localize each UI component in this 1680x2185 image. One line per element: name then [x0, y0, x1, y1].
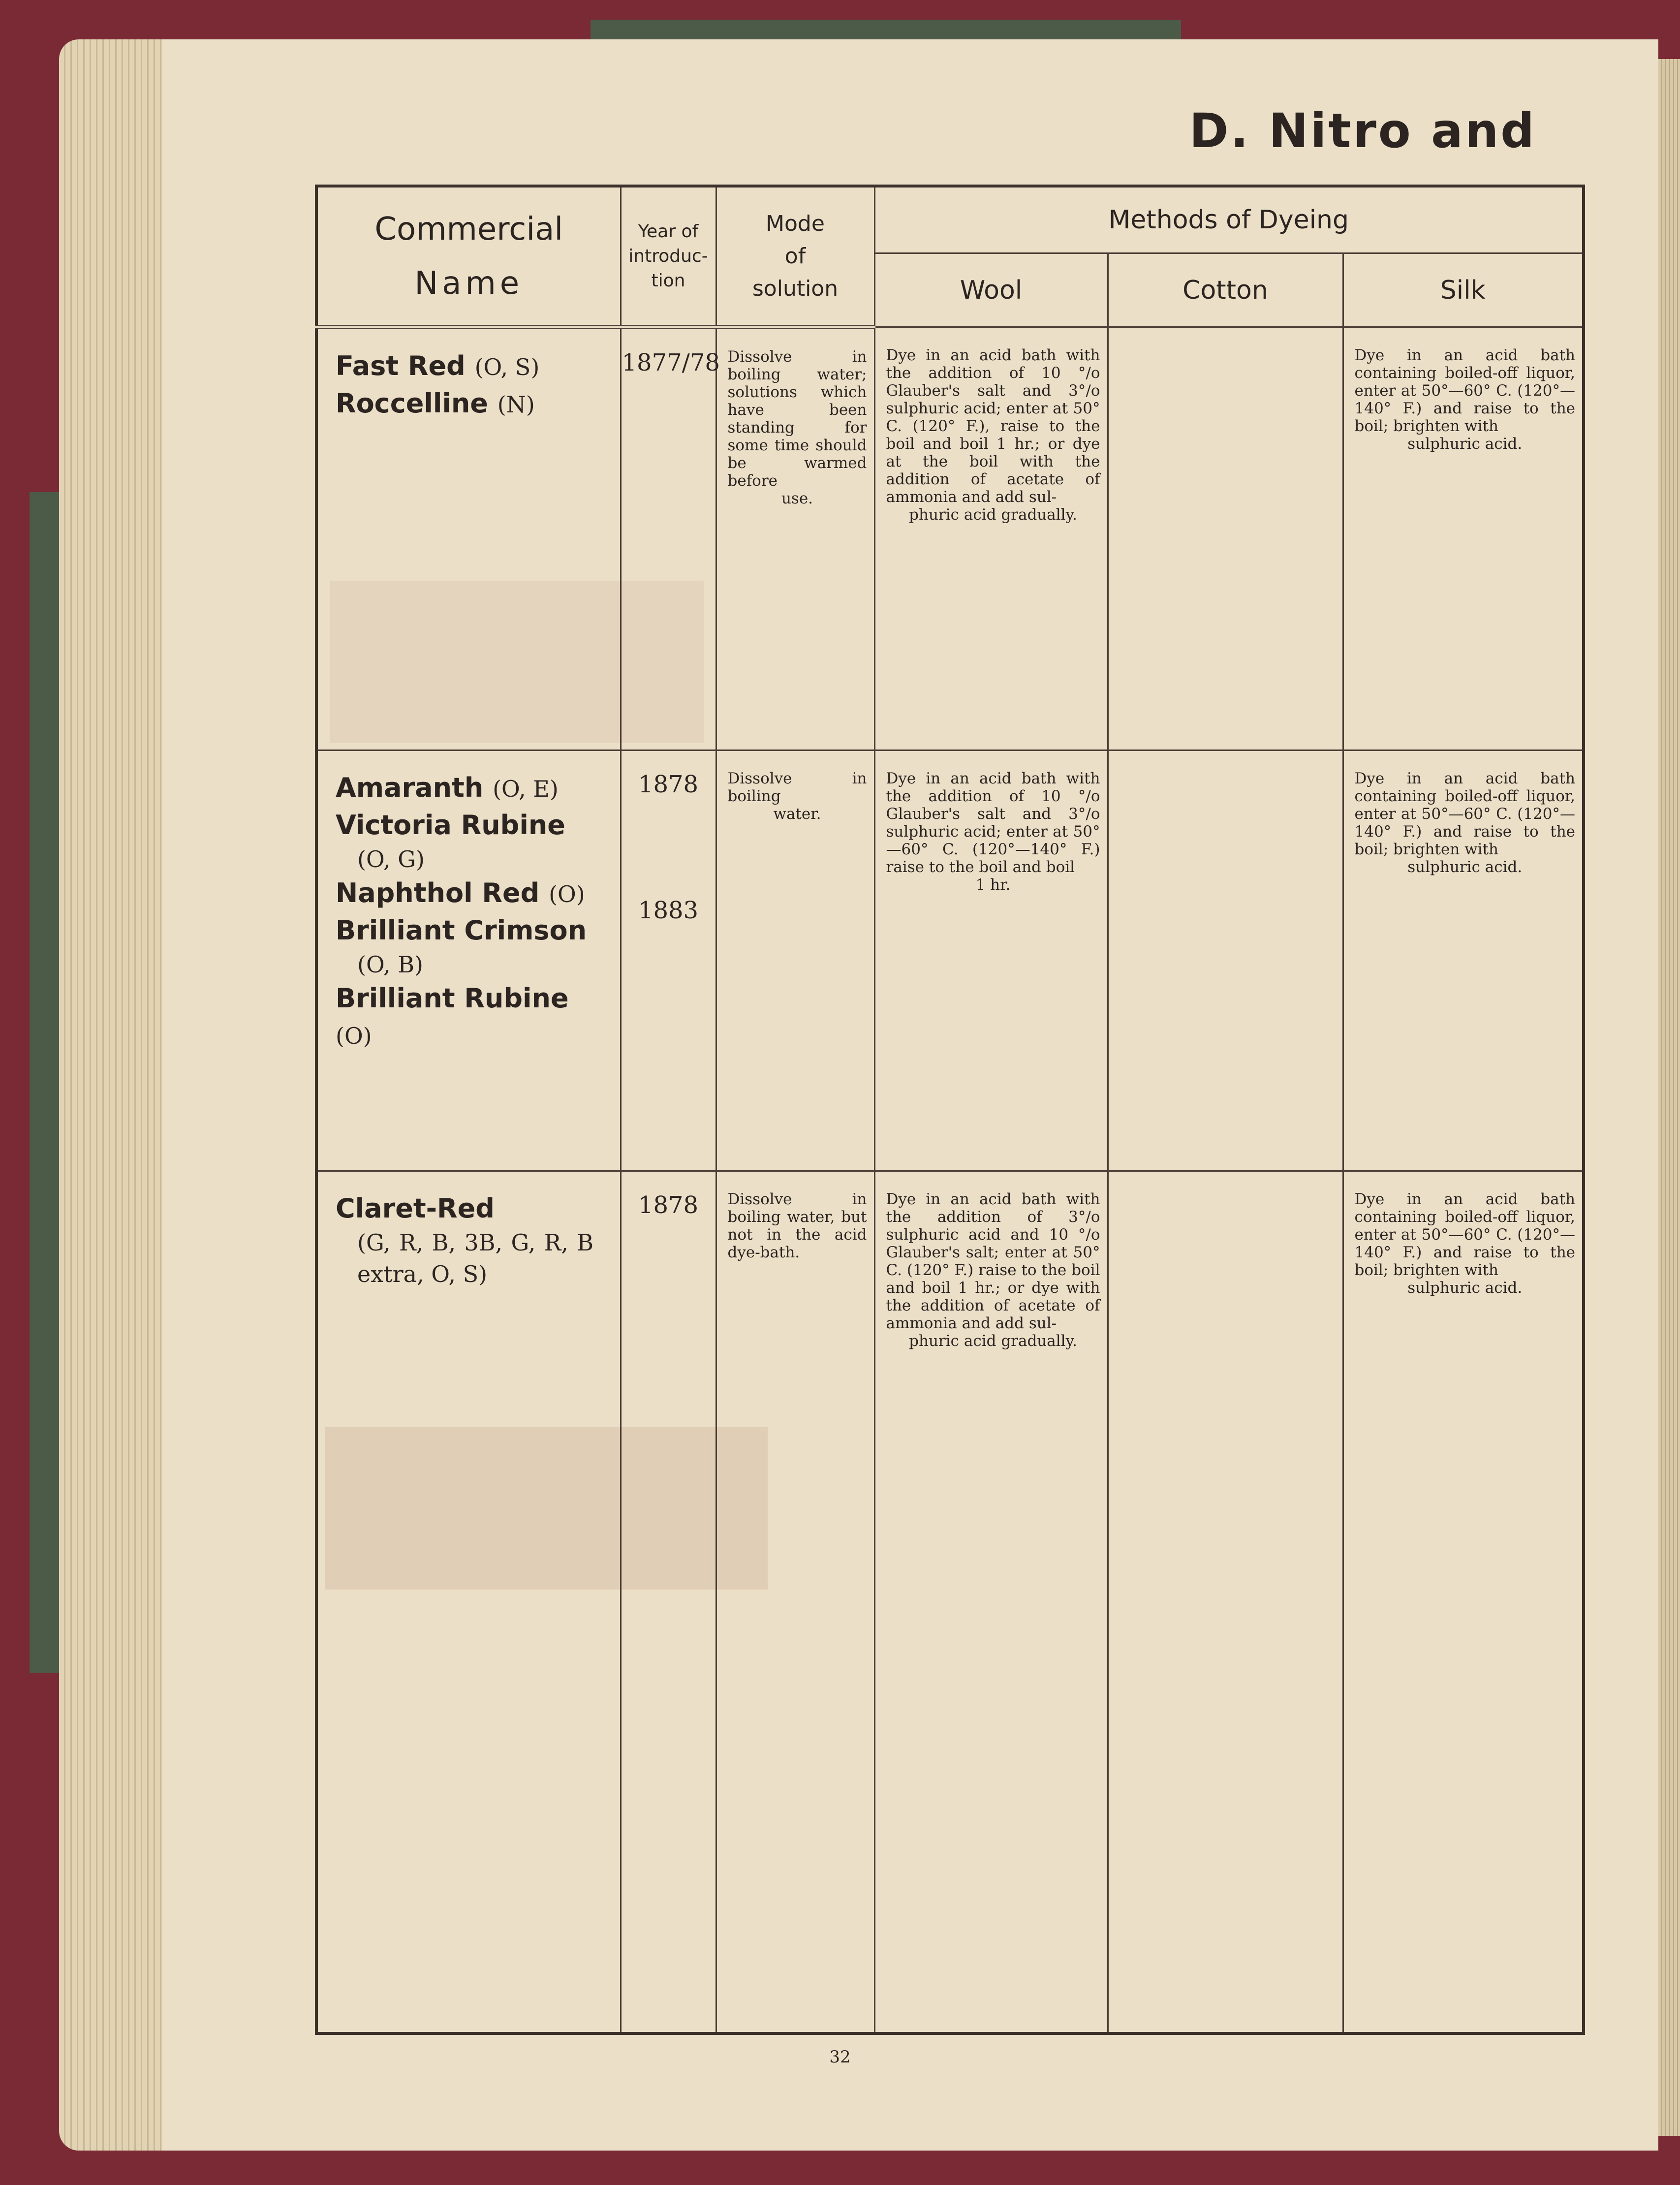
dye-name: Brilliant Crimson	[336, 915, 587, 946]
table-row	[316, 1171, 1584, 2034]
header-mode-line2: of	[784, 243, 806, 269]
wool-cell	[874, 327, 1108, 750]
silk-text: Dye in an acid bath containing boiled-off liquor, enter at 50°—60° C. (120°—140° F.) and raise to the boil; brighten with	[1354, 346, 1576, 435]
year-value: 1877/78	[622, 349, 720, 376]
dye-name-entry	[336, 1190, 610, 1227]
header-mode-line3: solution	[752, 276, 839, 301]
year-cell	[621, 750, 716, 1171]
dye-name: Fast Red	[336, 350, 466, 381]
commercial-name-cell	[316, 750, 621, 1171]
table-row	[316, 327, 1584, 750]
dye-name-entry	[336, 770, 610, 807]
page-number: 32	[829, 2047, 851, 2067]
header-year-line3: tion	[651, 270, 685, 291]
mode-text: Dissolve in boiling water; solutions which have been standing for some time should be warmed before	[727, 348, 867, 490]
dye-code: (N)	[497, 391, 535, 418]
wool-cell	[874, 1171, 1108, 2034]
dye-name: Naphthol Red	[336, 877, 540, 908]
silk-text: Dye in an acid bath containing boiled-off liquor, enter at 50°—60° C. (120°—140° F.) and raise to the boil; brighten with	[1354, 770, 1576, 858]
header-silk: Silk	[1343, 253, 1584, 327]
header-cotton: Cotton	[1108, 253, 1343, 327]
wool-text-end: phuric acid gradually.	[909, 1332, 1077, 1350]
dye-code: (O)	[549, 881, 585, 907]
cotton-cell	[1108, 1171, 1343, 2034]
dye-code: (O, G)	[357, 846, 425, 873]
header-mode-line1: Mode	[766, 211, 825, 236]
header-commercial-name	[316, 186, 621, 327]
cotton-cell	[1108, 750, 1343, 1171]
dyeing-methods-table	[315, 185, 1585, 2035]
header-commercial-line1: Commercial	[374, 211, 563, 248]
page-edges	[59, 39, 172, 2151]
dye-code: (G, R, B, 3B, G, R, B extra, O, S)	[357, 1229, 593, 1287]
wool-cell	[874, 750, 1108, 1171]
page-heading: D. Nitro and	[1189, 103, 1536, 158]
mode-cell	[716, 327, 874, 750]
silk-cell	[1343, 1171, 1584, 2034]
year-value: 1878	[638, 771, 699, 798]
silk-cell	[1343, 750, 1584, 1171]
commercial-name-cell	[316, 327, 621, 750]
dye-code: (O)	[336, 1023, 372, 1049]
silk-text: Dye in an acid bath containing boiled-off liquor, enter at 50°—60° C. (120°—140° F.) and raise to the boil; brighten with	[1354, 1190, 1576, 1279]
silk-cell	[1343, 327, 1584, 750]
year-cell	[621, 1171, 716, 2034]
mode-text-end: use.	[781, 490, 813, 507]
dye-name-entry	[336, 385, 610, 423]
mode-text: Dissolve in boiling water, but not in the acid dye-bath.	[727, 1190, 867, 1261]
dye-name-entry	[336, 875, 610, 912]
dye-name: Roccelline	[336, 388, 488, 419]
header-year-line2: introduc-	[628, 246, 708, 266]
dye-code: (O, E)	[493, 776, 559, 802]
dye-code: (O, B)	[357, 951, 423, 978]
dye-name-entry	[336, 980, 610, 1054]
header-year	[621, 186, 716, 327]
mode-cell	[716, 750, 874, 1171]
dye-name-entry	[336, 912, 610, 949]
mode-text-end: water.	[773, 805, 821, 823]
wool-text-end: phuric acid gradually.	[909, 506, 1077, 524]
header-commercial-line2: Name	[414, 265, 524, 302]
commercial-name-cell	[316, 1171, 621, 2034]
silk-text-end: sulphuric acid.	[1407, 435, 1523, 453]
dye-name: Amaranth	[336, 772, 484, 803]
wool-text: Dye in an acid bath with the addition of 10 °/o Glauber's salt and 3°/o sulphuric acid; enter at 50°—60° C. (120°—140° F.) raise to the boil and boil	[886, 770, 1100, 876]
wool-text: Dye in an acid bath with the addition of 3°/o sulphuric acid and 10 °/o Glauber's salt; enter at 50° C. (120° F.) raise to the boil and boil 1 hr.; or dye with the addition of acetate of ammonia and add sul-	[886, 1190, 1100, 1332]
silk-text-end: sulphuric acid.	[1407, 858, 1523, 876]
mode-text: Dissolve in boiling	[727, 770, 867, 805]
dye-name: Brilliant Rubine	[336, 983, 569, 1014]
year-cell	[621, 327, 720, 750]
cotton-cell	[1108, 327, 1343, 750]
facing-page-edge	[1658, 59, 1680, 2136]
year-value-second: 1883	[638, 897, 699, 924]
dye-name-entry	[336, 807, 610, 843]
header-methods-of-dyeing: Methods of Dyeing	[874, 186, 1584, 253]
header-year-line1: Year of	[638, 221, 699, 242]
wool-text: Dye in an acid bath with the addition of 10 °/o Glauber's salt and 3°/o sulphuric acid; enter at 50° C. (120° F.), raise to the boil and boil 1 hr.; or dye at the boil with the addition of acetate of ammonia and add sul-	[886, 346, 1100, 506]
table-row	[316, 750, 1584, 1171]
dye-code: (O, S)	[474, 354, 540, 380]
dye-name: Victoria Rubine	[336, 810, 565, 841]
mode-cell	[716, 1171, 874, 2034]
wool-text-end: 1 hr.	[975, 876, 1011, 894]
dye-name: Claret-Red	[336, 1193, 495, 1224]
header-row-top	[316, 186, 1584, 253]
header-wool: Wool	[874, 253, 1108, 327]
year-value: 1878	[638, 1191, 699, 1219]
header-mode	[716, 186, 874, 327]
silk-text-end: sulphuric acid.	[1407, 1279, 1523, 1297]
dye-name-entry	[336, 348, 610, 385]
